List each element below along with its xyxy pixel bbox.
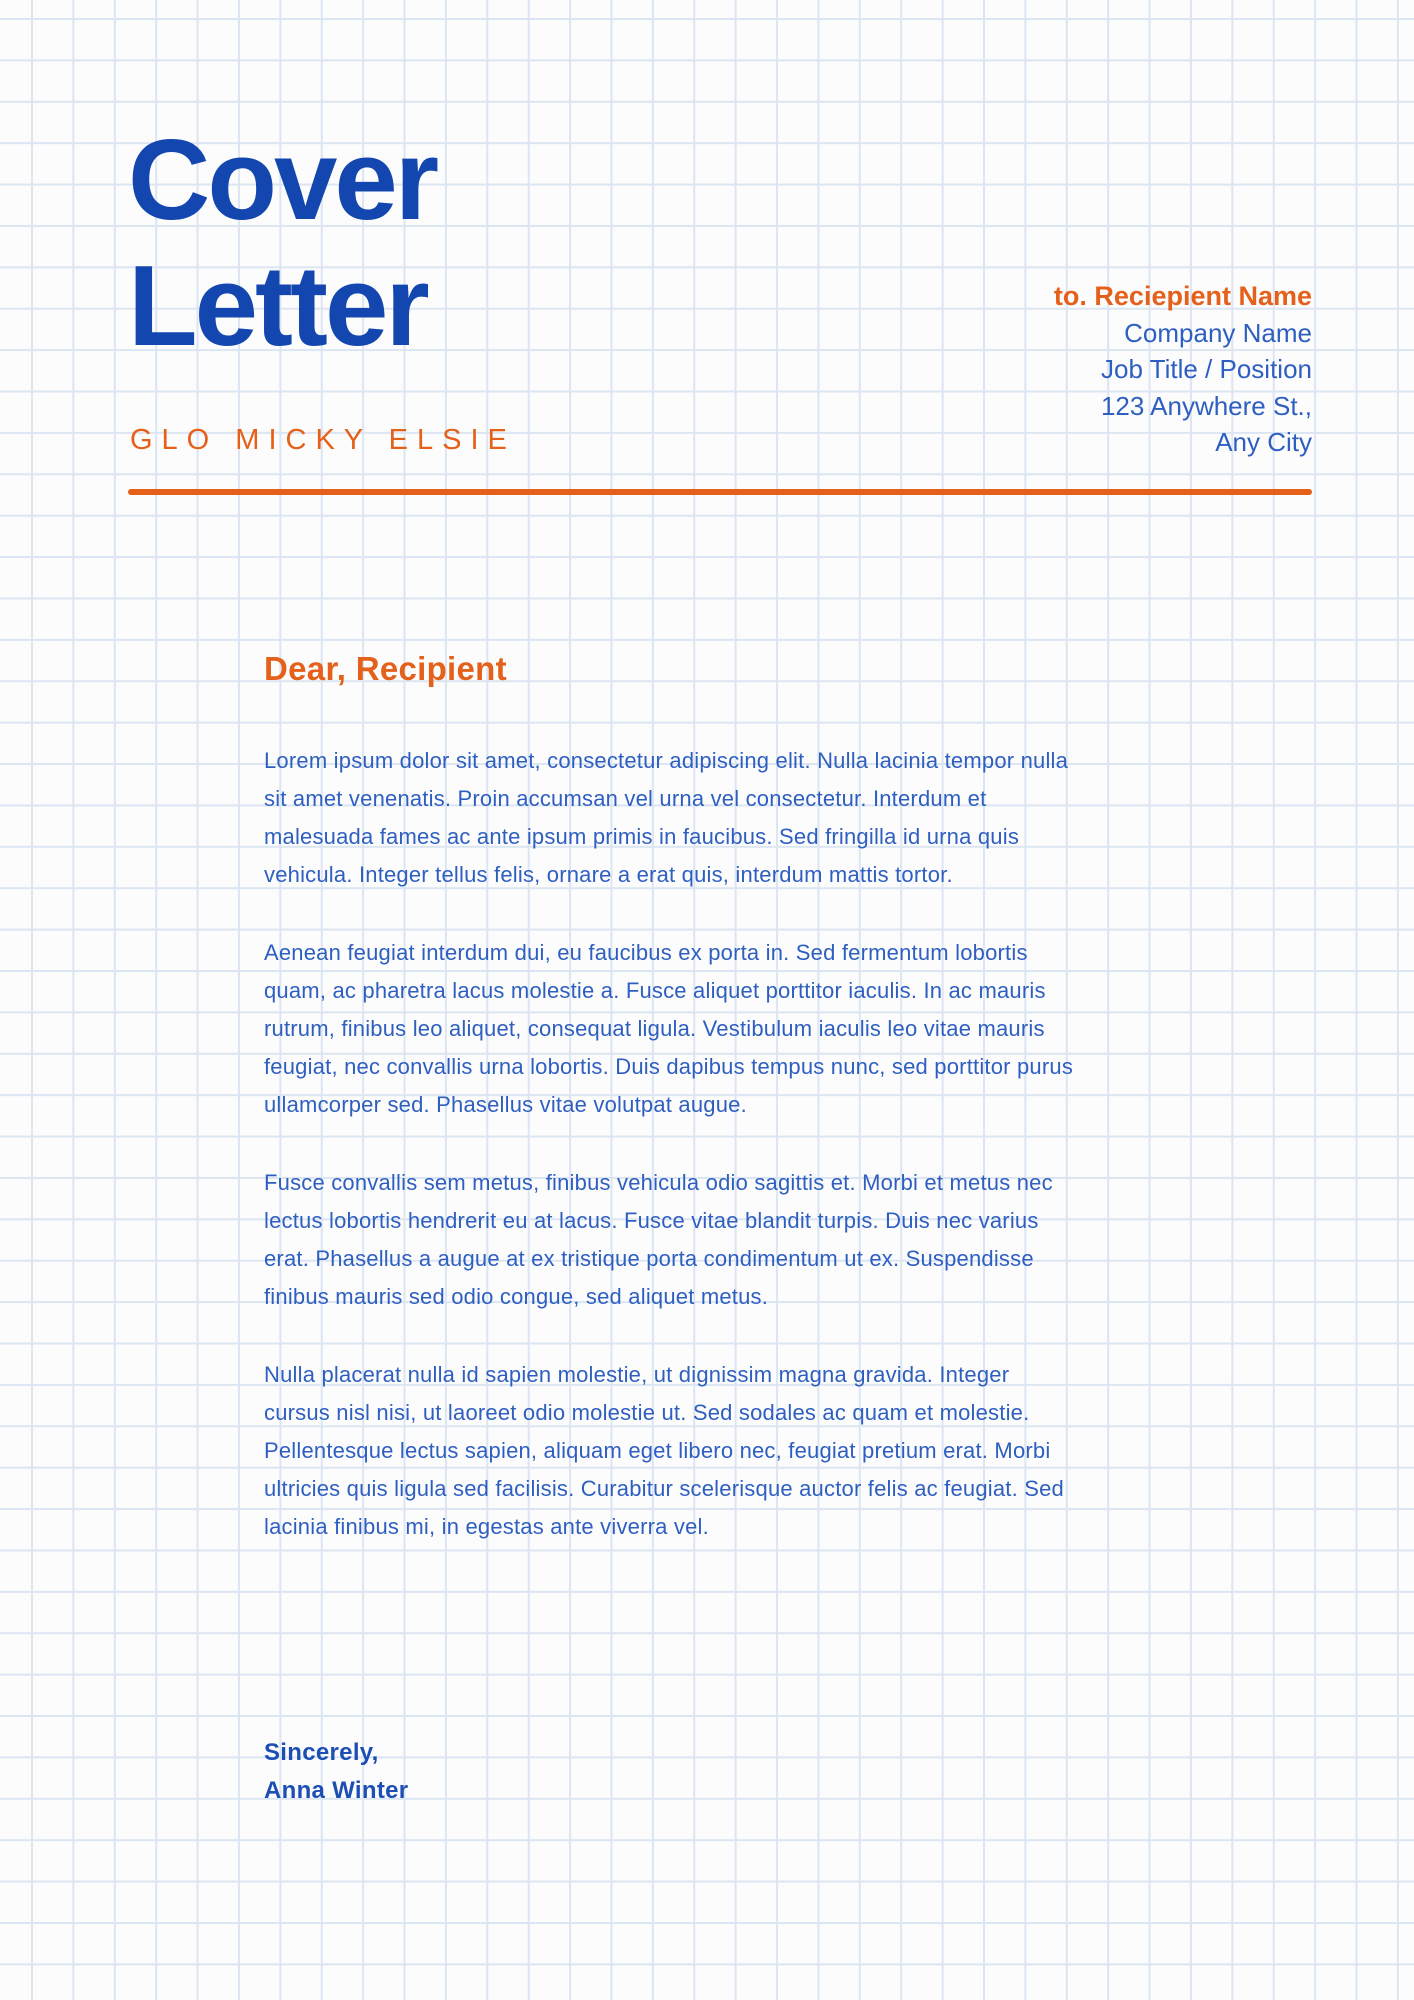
signature-name: Anna Winter bbox=[264, 1777, 409, 1804]
letter-paragraph-4: Nulla placerat nulla id sapien molestie, ut dignissim magna gravida. Integer cursus nisl nisi, ut laoreet odio molestie ut. Sed sodales ac quam et molestie. Pellentesque lectus sapien, aliquam eget libero nec, feugiat pretium erat. Morbi ultricies quis ligula sed facilisis. Curabitur scelerisque auctor felis ac feugiat. Sed lacinia finibus mi, in egestas ante viverra vel. bbox=[264, 1362, 1064, 1539]
letter-paragraph-2: Aenean feugiat interdum dui, eu faucibus ex porta in. Sed fermentum lobortis quam, ac pharetra lacus molestie a. Fusce aliquet porttitor iaculis. In ac mauris rutrum, finibus leo aliquet, consequat ligula. Vestibulum iaculis leo vitae mauris feugiat, nec convallis urna lobortis. Duis dapibus tempus nunc, sed porttitor purus ullamcorper sed. Phasellus vitae volutpat augue. bbox=[264, 940, 1074, 1117]
recipient-company: Company Name bbox=[1124, 317, 1312, 348]
accent-divider bbox=[128, 489, 1312, 495]
recipient-address-line1: 123 Anywhere St., bbox=[1100, 390, 1312, 421]
signature-closing: Sincerely, bbox=[264, 1739, 379, 1766]
letter-paragraph-3: Fusce convallis sem metus, finibus vehicula odio sagittis et. Morbi et metus nec lectus lobortis hendrerit eu at lacus. Fusce vitae blandit turpis. Duis nec varius erat. Phasellus a augue at ex tristique porta condimentum ut ex. Suspendisse finibus mauris sed odio congue, sed aliquet metus. bbox=[264, 1170, 1053, 1309]
recipient-block bbox=[1054, 278, 1312, 461]
page-title bbox=[128, 118, 436, 370]
letter-body bbox=[264, 742, 1079, 1586]
page-title-line1: Cover bbox=[128, 117, 437, 244]
signature-block bbox=[264, 1734, 408, 1810]
letter-greeting: Dear, Recipient bbox=[264, 650, 507, 687]
recipient-to-label: to. Reciepient Name bbox=[1053, 281, 1312, 311]
author-name: GLO MICKY ELSIE bbox=[130, 424, 516, 456]
recipient-address-line2: Any City bbox=[1215, 427, 1312, 457]
page-title-line2: Letter bbox=[128, 243, 427, 370]
recipient-job-title: Job Title / Position bbox=[1101, 354, 1312, 384]
letter-paragraph-1: Lorem ipsum dolor sit amet, consectetur adipiscing elit. Nulla lacinia tempor nulla sit amet venenatis. Proin accumsan vel urna vel consectetur. Interdum et malesuada fames ac ante ipsum primis in faucibus. Sed fringilla id urna quis vehicula. Integer tellus felis, ornare a erat quis, interdum mattis tortor. bbox=[264, 748, 1069, 887]
